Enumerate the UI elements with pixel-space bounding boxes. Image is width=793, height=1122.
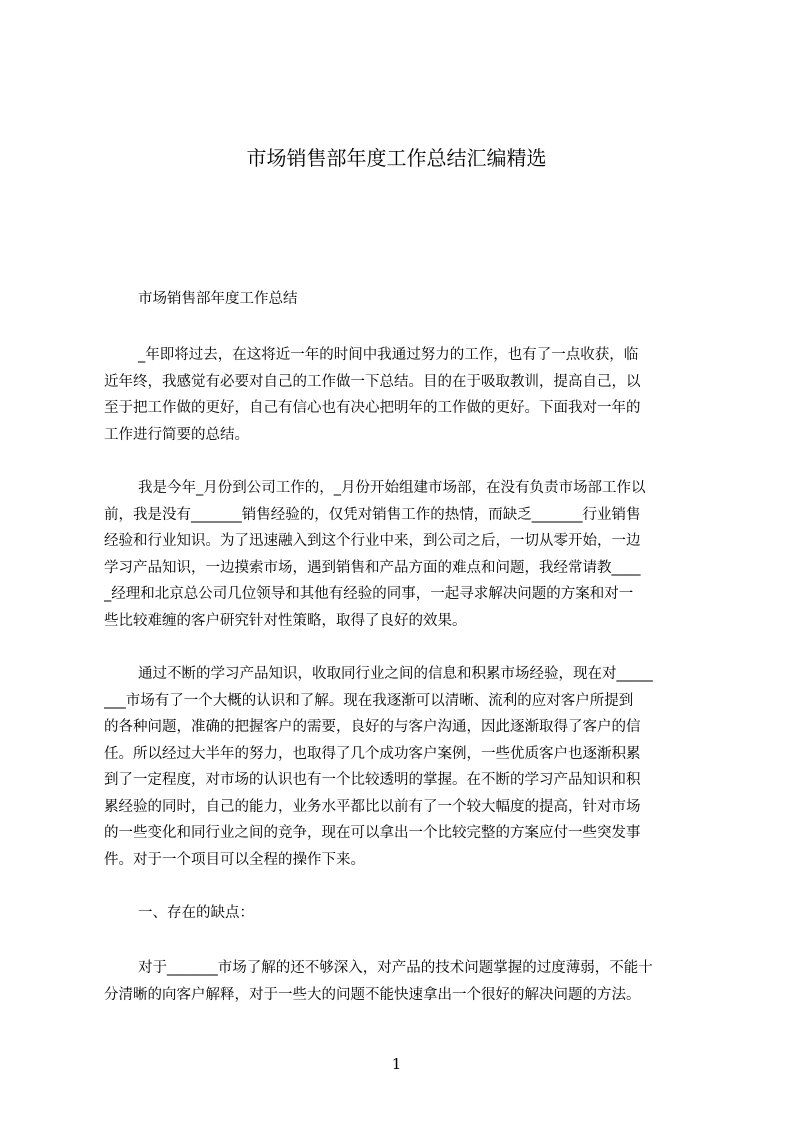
paragraph-line: 些比较难缠的客户研究针对性策略，取得了良好的效果。	[104, 612, 467, 629]
paragraph-line: 通过不断的学习产品知识，收取同行业之间的信息和积累市场经验，现在对_____	[138, 666, 653, 682]
paragraph-line: 的一些变化和同行业之间的竞争，现在可以拿出一个比较完整的方案应付一些突发事	[104, 825, 641, 841]
paragraph-line: ___市场有了一个大概的认识和了解。现在我逐渐可以清晰、流利的应对客户所提到	[104, 692, 634, 709]
paragraph-intro	[104, 342, 702, 448]
paragraph-line: 工作进行简要的总结。	[104, 426, 249, 443]
paragraph-line: 到了一定程度，对市场的认识也有一个比较透明的掌握。在不断的学习产品知识和积	[104, 772, 641, 788]
section-subheading: 市场销售部年度工作总结	[138, 291, 298, 307]
section-heading: 一、存在的缺点：	[138, 905, 254, 921]
paragraph-line: 任。所以经过大半年的努力，也取得了几个成功客户案例，一些优质客户也逐渐积累	[104, 745, 641, 762]
document-title: 市场销售部年度工作总结汇编精选	[246, 146, 547, 170]
paragraph-line: _年即将过去，在这将近一年的时间中我通过努力的工作，也有了一点收获，临	[138, 347, 639, 363]
paragraph-line: 对于_______市场了解的还不够深入，对产品的技术问题掌握的过度薄弱，不能十	[138, 960, 653, 976]
paragraph-line: 前，我是没有_______销售经验的，仅凭对销售工作的热情，而缺乏_______行业销售	[104, 506, 641, 523]
paragraph-line: 近年终，我感觉有必要对自己的工作做一下总结。目的在于吸取教训，提高自己，以	[104, 373, 641, 390]
section-heading-shortcomings	[104, 900, 702, 927]
paragraph-progress	[104, 661, 702, 873]
paragraph-line: _经理和北京总公司几位领导和其他有经验的同事，一起寻求解决问题的方案和对一	[104, 586, 634, 602]
paragraph-line: 件。对于一个项目可以全程的操作下来。	[104, 851, 365, 868]
paragraph-line: 我是今年_月份到公司工作的，_月份开始组建市场部，在没有负责市场部工作以	[138, 480, 646, 496]
paragraph-line: 经验和行业知识。为了迅速融入到这个行业中来，到公司之后，一切从零开始，一边	[104, 533, 641, 549]
paragraph-line: 学习产品知识，一边摸索市场，遇到销售和产品方面的难点和问题，我经常请教____	[104, 559, 641, 576]
paragraph-background	[104, 475, 702, 634]
paragraph-line: 累经验的同时，自己的能力，业务水平都比以前有了一个较大幅度的提高，针对市场	[104, 798, 641, 815]
paragraph-shortcomings	[104, 955, 702, 1008]
page-number: 1	[391, 1055, 402, 1073]
paragraph-line: 的各种问题，准确的把握客户的需要，良好的与客户沟通，因此逐渐取得了客户的信	[104, 719, 641, 735]
paragraph-line: 分清晰的向客户解释，对于一些大的问题不能快速拿出一个很好的解决问题的方法。	[104, 986, 641, 1003]
paragraph-line: 至于把工作做的更好，自己有信心也有决心把明年的工作做的更好。下面我对一年的	[104, 400, 641, 416]
